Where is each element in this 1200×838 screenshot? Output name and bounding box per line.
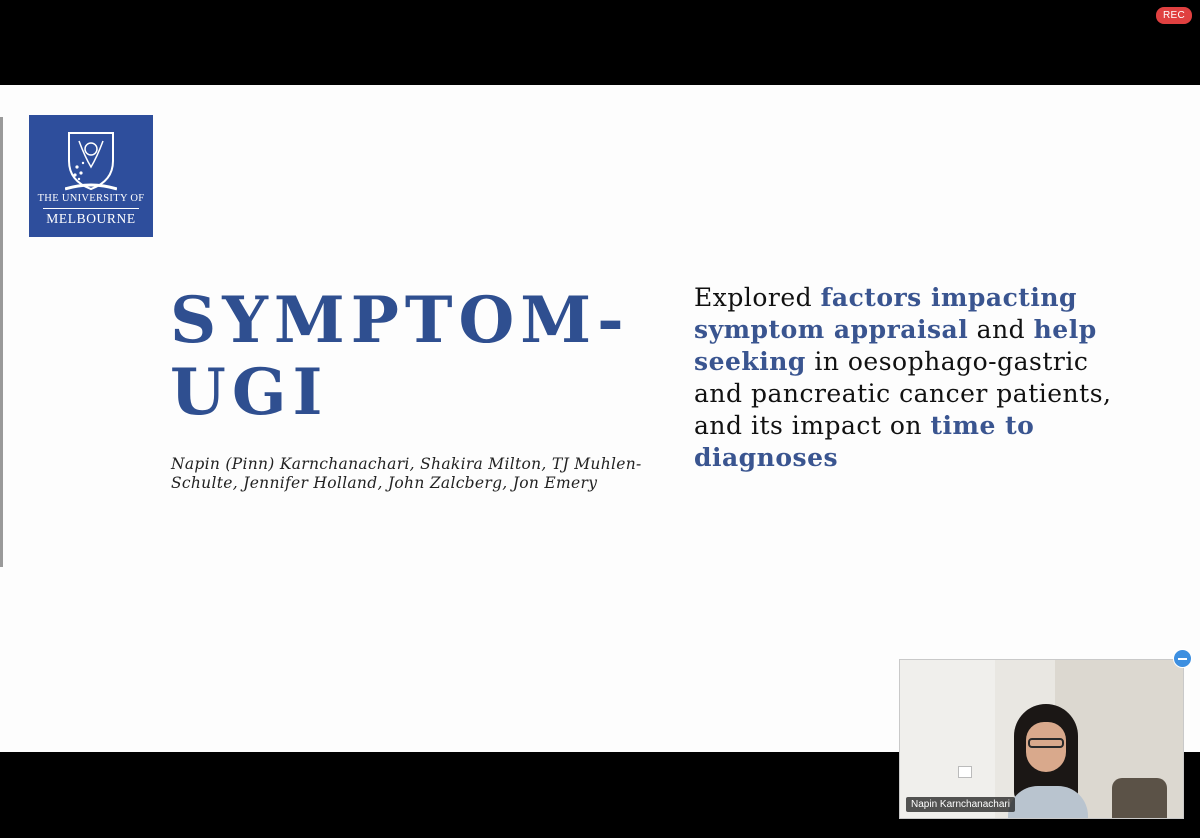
slide-summary (694, 282, 1114, 474)
participant-glasses (1028, 738, 1064, 748)
participant-video-tile[interactable] (899, 659, 1184, 819)
chair (1112, 778, 1167, 818)
participant-figure (1012, 704, 1084, 818)
minimize-video-button[interactable] (1173, 649, 1192, 668)
participant-name-label: Napin Karnchanachari (906, 797, 1015, 812)
video-background (900, 660, 995, 818)
summary-text-2: and (968, 315, 1034, 344)
summary-text-3: in oesophago-gastric and pancreatic cancer patients, and its impact on (694, 347, 1112, 440)
crest-icon (65, 127, 117, 191)
summary-highlight-2: help seeking (694, 315, 1097, 376)
summary-text-1: Explored (694, 283, 821, 312)
summary-highlight-1: factors impacting symptom appraisal (694, 283, 1078, 344)
logo-line1: THE UNIVERSITY OF (37, 193, 145, 204)
slide-title (170, 285, 640, 429)
slide-authors: Napin (Pinn) Karnchanachari, Shakira Milton, TJ Muhlen-Schulte, Jennifer Holland, John Zalcberg, Jon Emery (171, 455, 642, 492)
title-line2: UGI (170, 355, 329, 430)
light-switch (958, 766, 972, 778)
recording-badge: REC (1156, 7, 1192, 24)
logo-divider (43, 208, 139, 209)
logo-line2: MELBOURNE (46, 211, 136, 226)
title-line1: SYMPTOM- (170, 283, 630, 358)
university-logo (29, 115, 153, 237)
summary-highlight-3: time to diagnoses (694, 411, 1035, 472)
slide-edge-shadow (0, 117, 3, 567)
